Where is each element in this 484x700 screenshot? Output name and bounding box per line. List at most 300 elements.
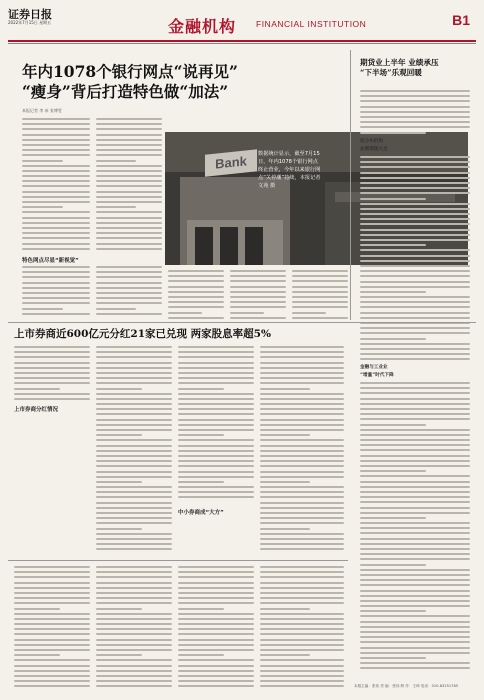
text-line: [96, 471, 172, 473]
text-line: [22, 313, 90, 315]
text-line: [260, 460, 344, 462]
text-line: [360, 306, 470, 308]
text-line: [96, 507, 172, 509]
text-line: [14, 566, 90, 568]
text-line: [96, 351, 172, 353]
text-line: [178, 566, 254, 568]
text-line: [360, 486, 470, 488]
text-line: [360, 392, 470, 394]
text-line: [178, 356, 254, 358]
text-line: [96, 134, 162, 136]
text-line: [178, 639, 254, 641]
text-line: [260, 548, 344, 550]
text-line: [22, 271, 90, 273]
text-line: [96, 685, 172, 687]
text-line: [168, 291, 224, 293]
photo-caption: 数据统计显示，截至7月15日，年内1078个银行网点终止营业，今年以来银行网点“关停潮”持续，本报记者 文苑 摄: [258, 151, 321, 189]
text-line: [22, 232, 90, 234]
lower-column-1: [14, 566, 90, 691]
text-line: [360, 229, 470, 231]
text-line: [96, 486, 172, 488]
text-line: [360, 408, 470, 410]
text-line: [360, 348, 470, 350]
lead-byline: 本报记者 李 冰 张博雯: [22, 108, 62, 113]
text-line: [96, 587, 172, 589]
lower-column-3: [178, 566, 254, 691]
text-line: [22, 211, 90, 213]
text-line: [260, 654, 310, 656]
text-line: [260, 528, 310, 530]
sidebar-headline: [360, 58, 439, 78]
text-line: [22, 302, 90, 304]
text-line: [178, 665, 254, 667]
text-line: [260, 393, 344, 395]
text-line: [260, 481, 310, 483]
text-line: [96, 271, 162, 273]
text-line: [360, 332, 470, 334]
text-line: [260, 602, 344, 604]
text-line: [260, 445, 344, 447]
text-line: [96, 356, 172, 358]
text-line: [360, 260, 470, 262]
lower-divider: [8, 560, 348, 561]
text-line: [360, 126, 470, 128]
text-line: [260, 491, 344, 493]
text-line: [260, 613, 344, 615]
text-line: [96, 185, 162, 187]
text-line: [260, 471, 344, 473]
text-line: [260, 675, 344, 677]
text-line: [96, 403, 172, 405]
lead-headline-line2: “瘦身”背后打造特色做“加法”: [22, 82, 229, 101]
text-line: [96, 128, 162, 130]
text-line: [22, 149, 90, 151]
text-line: [360, 569, 470, 571]
text-line: [96, 297, 162, 299]
text-line: [260, 403, 344, 405]
lead-column-1b: [22, 266, 90, 318]
text-line: [360, 424, 426, 426]
text-line: [292, 270, 348, 272]
text-line: [260, 618, 344, 620]
text-line: [96, 659, 172, 661]
text-line: [168, 312, 202, 314]
lead-headline: [22, 62, 342, 102]
text-line: [96, 538, 172, 540]
text-line: [96, 377, 172, 379]
text-line: [178, 633, 254, 635]
text-line: [260, 517, 344, 519]
sidebar-column-c: [360, 382, 470, 673]
text-line: [96, 154, 162, 156]
text-line: [260, 429, 344, 431]
text-line: [260, 377, 344, 379]
text-line: [360, 647, 470, 649]
text-line: [360, 553, 470, 555]
text-line: [96, 408, 172, 410]
text-line: [96, 313, 162, 315]
second-column-4: [260, 346, 344, 554]
sidebar-subhead-2: 业绩表现大全: [360, 147, 388, 152]
text-line: [96, 517, 172, 519]
text-line: [14, 571, 90, 573]
text-line: [360, 667, 470, 669]
text-line: [22, 144, 90, 146]
text-line: [14, 362, 90, 364]
text-line: [360, 387, 470, 389]
text-line: [14, 670, 90, 672]
text-line: [260, 592, 344, 594]
text-line: [360, 317, 470, 319]
text-line: [260, 476, 344, 478]
text-line: [22, 243, 90, 245]
text-line: [260, 351, 344, 353]
text-line: [360, 100, 470, 102]
text-line: [178, 680, 254, 682]
text-line: [96, 533, 172, 535]
section-title: 金融机构: [168, 17, 237, 36]
text-line: [22, 160, 63, 162]
text-line: [178, 675, 254, 677]
text-line: [360, 275, 470, 277]
text-line: [292, 301, 348, 303]
text-line: [360, 296, 470, 298]
text-line: [230, 317, 286, 319]
text-line: [178, 486, 254, 488]
text-line: [22, 237, 90, 239]
text-line: [360, 439, 470, 441]
text-line: [96, 602, 172, 604]
lead-column-3: [168, 270, 224, 322]
text-line: [260, 680, 344, 682]
text-line: [96, 160, 136, 162]
text-line: [22, 134, 90, 136]
text-line: [22, 297, 90, 299]
text-line: [360, 218, 470, 220]
text-line: [96, 424, 172, 426]
text-line: [260, 356, 344, 358]
text-line: [14, 608, 60, 610]
text-line: [292, 306, 348, 308]
text-line: [96, 165, 162, 167]
text-line: [260, 382, 344, 384]
text-line: [22, 118, 90, 120]
text-line: [96, 450, 172, 452]
text-line: [360, 239, 470, 241]
text-line: [260, 424, 344, 426]
second-subhead-1: 上市券商分红情况: [14, 407, 59, 413]
text-line: [96, 237, 162, 239]
text-line: [360, 538, 470, 540]
text-line: [168, 306, 224, 308]
text-line: [178, 659, 254, 661]
text-line: [96, 243, 162, 245]
text-line: [96, 543, 172, 545]
text-line: [96, 592, 172, 594]
text-line: [96, 206, 136, 208]
text-line: [178, 491, 254, 493]
text-line: [292, 286, 348, 288]
sidebar-subhead-1: 权分头机构: [360, 139, 383, 144]
text-line: [168, 270, 224, 272]
paper-logo: 证券日报: [8, 8, 52, 21]
text-line: [14, 377, 90, 379]
text-line: [22, 206, 63, 208]
text-line: [360, 166, 470, 168]
text-line: [14, 680, 90, 682]
text-line: [14, 372, 90, 374]
text-line: [14, 351, 90, 353]
text-line: [96, 302, 162, 304]
lead-subhead-1: 特色网点尽显“新视觉”: [22, 258, 79, 264]
text-line: [360, 501, 470, 503]
text-line: [260, 434, 310, 436]
text-line: [360, 265, 470, 267]
text-line: [14, 398, 90, 400]
text-line: [292, 275, 348, 277]
text-line: [96, 644, 172, 646]
text-line: [178, 571, 254, 573]
text-line: [96, 419, 172, 421]
text-line: [178, 439, 254, 441]
text-line: [260, 649, 344, 651]
text-line: [360, 444, 470, 446]
text-line: [96, 118, 162, 120]
text-line: [260, 408, 344, 410]
text-line: [260, 486, 344, 488]
text-line: [360, 172, 470, 174]
text-line: [96, 398, 172, 400]
lead-column-2: [96, 118, 162, 253]
text-line: [260, 576, 344, 578]
text-line: [14, 628, 90, 630]
text-line: [178, 644, 254, 646]
text-line: [178, 576, 254, 578]
page-footer: 本版主编：张伟 责 编：张伟 制 作：王琦 电话：010-83251785: [354, 684, 459, 688]
text-line: [260, 496, 344, 498]
text-line: [22, 165, 90, 167]
text-line: [14, 582, 90, 584]
text-line: [292, 296, 348, 298]
text-line: [360, 312, 470, 314]
text-line: [360, 301, 470, 303]
text-line: [14, 675, 90, 677]
text-line: [96, 496, 172, 498]
text-line: [14, 592, 90, 594]
text-line: [96, 548, 172, 550]
second-column-1: [14, 346, 90, 403]
text-line: [178, 649, 254, 651]
text-line: [96, 175, 162, 177]
text-line: [22, 292, 90, 294]
text-line: [178, 685, 254, 687]
text-line: [360, 429, 470, 431]
text-line: [96, 608, 142, 610]
text-line: [260, 367, 344, 369]
text-line: [22, 287, 90, 289]
text-line: [360, 223, 470, 225]
text-line: [96, 248, 162, 250]
text-line: [22, 154, 90, 156]
masthead-rule: [8, 40, 476, 42]
text-line: [14, 587, 90, 589]
sidebar-subhead-4: “增量”时代下降: [360, 373, 394, 378]
text-line: [178, 618, 254, 620]
text-line: [178, 654, 224, 656]
text-line: [292, 317, 348, 319]
text-line: [96, 276, 162, 278]
text-line: [14, 623, 90, 625]
text-line: [360, 403, 470, 405]
text-line: [96, 180, 162, 182]
text-line: [14, 602, 90, 604]
text-line: [14, 367, 90, 369]
text-line: [96, 675, 172, 677]
text-line: [178, 424, 254, 426]
text-line: [96, 388, 142, 390]
text-line: [96, 665, 172, 667]
text-line: [178, 367, 254, 369]
text-line: [22, 185, 90, 187]
text-line: [230, 306, 286, 308]
text-line: [178, 481, 224, 483]
text-line: [178, 377, 254, 379]
text-line: [360, 610, 426, 612]
second-column-2: [96, 346, 172, 554]
text-line: [260, 659, 344, 661]
text-line: [360, 657, 426, 659]
text-line: [96, 282, 162, 284]
text-line: [260, 623, 344, 625]
text-line: [178, 465, 254, 467]
text-line: [178, 434, 224, 436]
text-line: [22, 201, 90, 203]
text-line: [96, 528, 142, 530]
text-line: [22, 128, 90, 130]
text-line: [96, 582, 172, 584]
text-line: [260, 628, 344, 630]
text-line: [360, 564, 426, 566]
text-line: [360, 496, 470, 498]
text-line: [230, 296, 286, 298]
second-headline: 上市券商近600亿元分红21家已兑现 两家股息率超5%: [14, 328, 271, 340]
text-line: [14, 356, 90, 358]
text-line: [360, 358, 470, 360]
text-line: [260, 587, 344, 589]
text-line: [14, 685, 90, 687]
text-line: [360, 470, 426, 472]
lead-column-4: [230, 270, 286, 322]
text-line: [360, 327, 470, 329]
text-line: [96, 393, 172, 395]
text-line: [22, 222, 90, 224]
text-line: [96, 476, 172, 478]
text-line: [96, 633, 172, 635]
text-line: [178, 419, 254, 421]
text-line: [360, 187, 470, 189]
text-line: [178, 623, 254, 625]
lead-column-1: [22, 118, 90, 253]
sidebar-headline-line2: “下半场”乐观回暖: [360, 68, 422, 77]
text-line: [260, 533, 344, 535]
text-line: [96, 439, 172, 441]
text-line: [178, 602, 254, 604]
text-line: [14, 613, 90, 615]
text-line: [96, 196, 162, 198]
text-line: [360, 475, 470, 477]
text-line: [360, 621, 470, 623]
text-line: [260, 633, 344, 635]
text-line: [96, 413, 172, 415]
text-line: [360, 281, 470, 283]
text-line: [260, 372, 344, 374]
text-line: [168, 280, 224, 282]
text-line: [22, 282, 90, 284]
text-line: [96, 502, 172, 504]
text-line: [360, 574, 470, 576]
text-line: [96, 211, 162, 213]
text-line: [230, 301, 286, 303]
text-line: [360, 182, 470, 184]
text-line: [178, 372, 254, 374]
text-line: [260, 665, 344, 667]
text-line: [178, 628, 254, 630]
text-line: [178, 608, 224, 610]
sidebar-divider: [350, 50, 351, 320]
text-line: [260, 522, 344, 524]
text-line: [260, 608, 310, 610]
text-line: [360, 156, 470, 158]
text-line: [260, 543, 344, 545]
text-line: [360, 132, 426, 134]
text-line: [360, 398, 470, 400]
text-line: [360, 111, 470, 113]
text-line: [360, 507, 470, 509]
text-line: [178, 429, 254, 431]
sidebar-subhead-3: 金融与工业业: [360, 365, 388, 370]
text-line: [96, 346, 172, 348]
text-line: [14, 393, 90, 395]
text-line: [96, 287, 162, 289]
text-line: [260, 538, 344, 540]
text-line: [360, 90, 470, 92]
text-line: [260, 597, 344, 599]
text-line: [360, 413, 470, 415]
text-line: [168, 301, 224, 303]
text-line: [96, 618, 172, 620]
text-line: [96, 232, 162, 234]
text-line: [360, 338, 426, 340]
text-line: [230, 280, 286, 282]
text-line: [96, 465, 172, 467]
text-line: [292, 291, 348, 293]
text-line: [260, 362, 344, 364]
text-line: [96, 680, 172, 682]
text-line: [360, 558, 470, 560]
text-line: [360, 636, 470, 638]
text-line: [96, 445, 172, 447]
text-line: [360, 600, 470, 602]
sidebar-column-b: [360, 156, 470, 364]
text-line: [178, 476, 254, 478]
text-line: [230, 275, 286, 277]
lead-column-2b: [96, 266, 162, 318]
text-line: [230, 286, 286, 288]
text-line: [230, 291, 286, 293]
text-line: [22, 139, 90, 141]
text-line: [96, 670, 172, 672]
text-line: [260, 455, 344, 457]
